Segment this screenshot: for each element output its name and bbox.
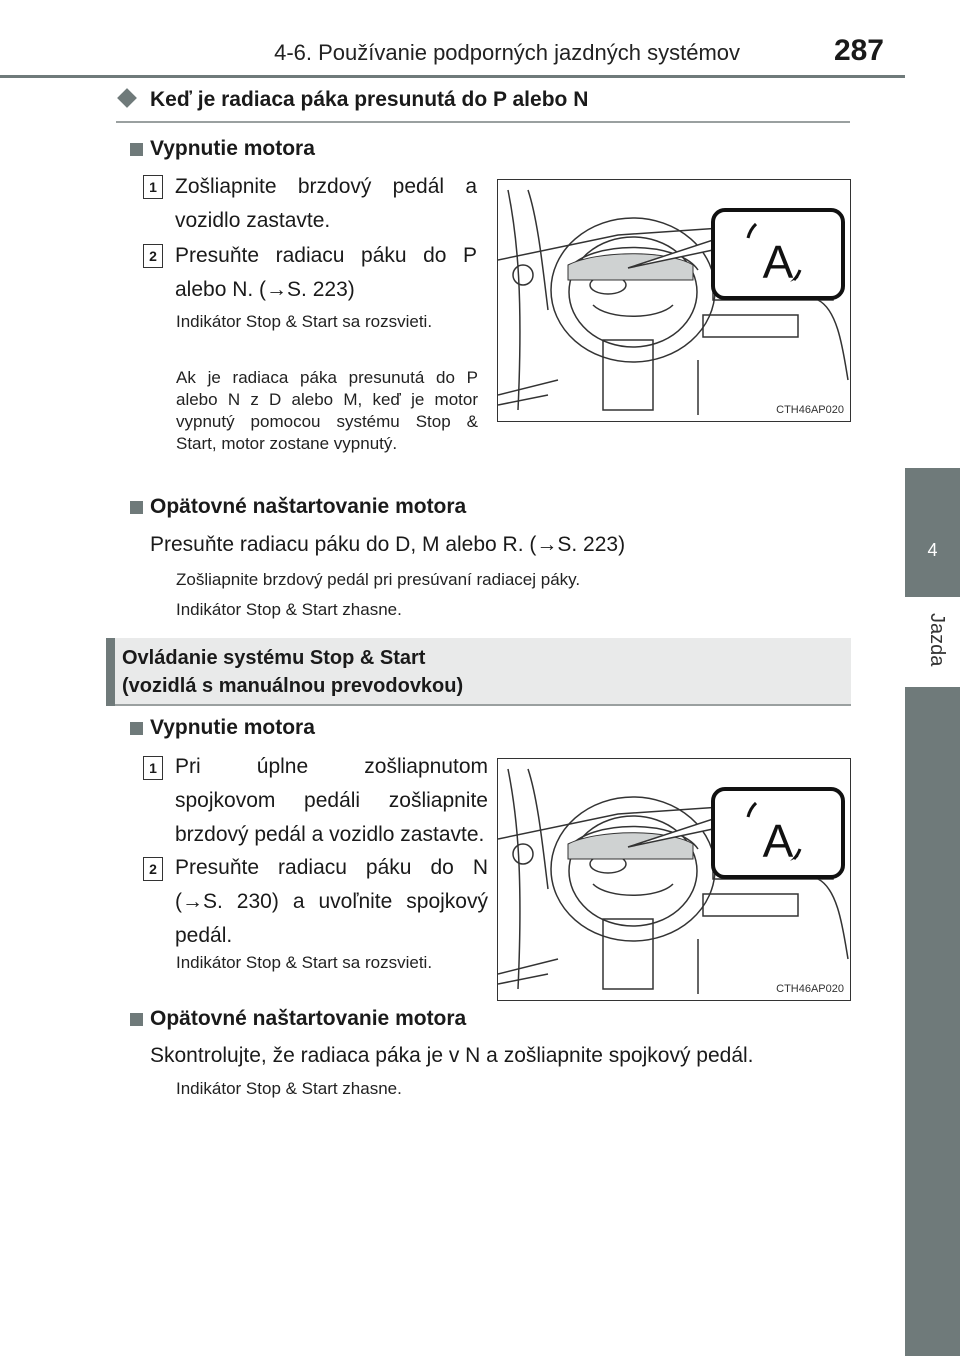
step-number-box: 2: [143, 857, 163, 881]
step-text: Presuňte radiacu páku do P alebo N. (→S. 223): [175, 244, 477, 301]
note-text: Ak je radiaca páka presunutá do P alebo N z D alebo M, keď je motor vypnutý pomocou systému Stop & Start, motor zostane vypnutý.: [176, 368, 478, 453]
topic-heading: [122, 644, 463, 700]
step-text: Pri úplne zošliapnutom spojkovom pedáli zošliapnite brzdový pedál a vozidlo zastavte.: [175, 755, 488, 846]
callout-letter: A: [762, 815, 794, 867]
dashboard-illustration: [497, 179, 851, 422]
dashboard-drawing: [498, 759, 850, 1000]
chapter-side-tab: [905, 0, 960, 1356]
header-rule: [0, 75, 960, 78]
subheading-restart: Opätovné naštartovanie motora: [150, 495, 467, 518]
square-bullet-icon: [130, 501, 143, 514]
note-text: Indikátor Stop & Start zhasne.: [176, 1079, 402, 1098]
topic-heading-bar: [106, 638, 115, 706]
square-bullet-icon: [130, 143, 143, 156]
square-bullet-icon: [130, 722, 143, 735]
step-text: Presuňte radiacu páku do N (→S. 230) a uvoľnite spojkový pedál.: [175, 856, 488, 947]
note-text: Zošliapnite brzdový pedál pri presúvaní radiacej páky.: [176, 570, 581, 589]
note-text: Indikátor Stop & Start sa rozsvieti.: [176, 953, 433, 972]
body-text: Skontrolujte, že radiaca páka je v N a zošliapnite spojkový pedál.: [150, 1044, 754, 1067]
step-number-box: 1: [143, 175, 163, 199]
body-text: Presuňte radiacu páku do D, M alebo R. (→S. 223): [150, 533, 626, 556]
step-text: Zošliapnite brzdový pedál a vozidlo zastavte.: [175, 175, 477, 232]
dashboard-illustration: [497, 758, 851, 1001]
step-number-box: 1: [143, 756, 163, 780]
subheading-stop: Vypnutie motora: [150, 137, 315, 160]
illustration-code: CTH46AP020: [776, 983, 844, 995]
step-number-box: 2: [143, 244, 163, 268]
subheading-restart: Opätovné naštartovanie motora: [150, 1007, 467, 1030]
chapter-number: 4: [927, 540, 938, 560]
topic-heading-line2: (vozidlá s manuálnou prevodovkou): [122, 675, 464, 697]
page-number: 287: [833, 34, 884, 67]
dashboard-drawing: [498, 180, 850, 421]
section-heading: Keď je radiaca páka presunutá do P alebo N: [150, 88, 589, 111]
square-bullet-icon: [130, 1013, 143, 1026]
subheading-stop: Vypnutie motora: [150, 716, 315, 739]
note-text: Indikátor Stop & Start zhasne.: [176, 600, 402, 619]
illustration-code: CTH46AP020: [776, 404, 844, 416]
diamond-icon: [117, 88, 137, 108]
chapter-label: Jazda: [926, 613, 948, 667]
running-header: 4-6. Používanie podporných jazdných systémov: [274, 40, 740, 65]
section-rule: [116, 121, 850, 123]
callout-letter: A: [762, 236, 794, 288]
topic-heading-line1: Ovládanie systému Stop & Start: [122, 647, 426, 669]
note-text: Indikátor Stop & Start sa rozsvieti.: [176, 312, 433, 331]
